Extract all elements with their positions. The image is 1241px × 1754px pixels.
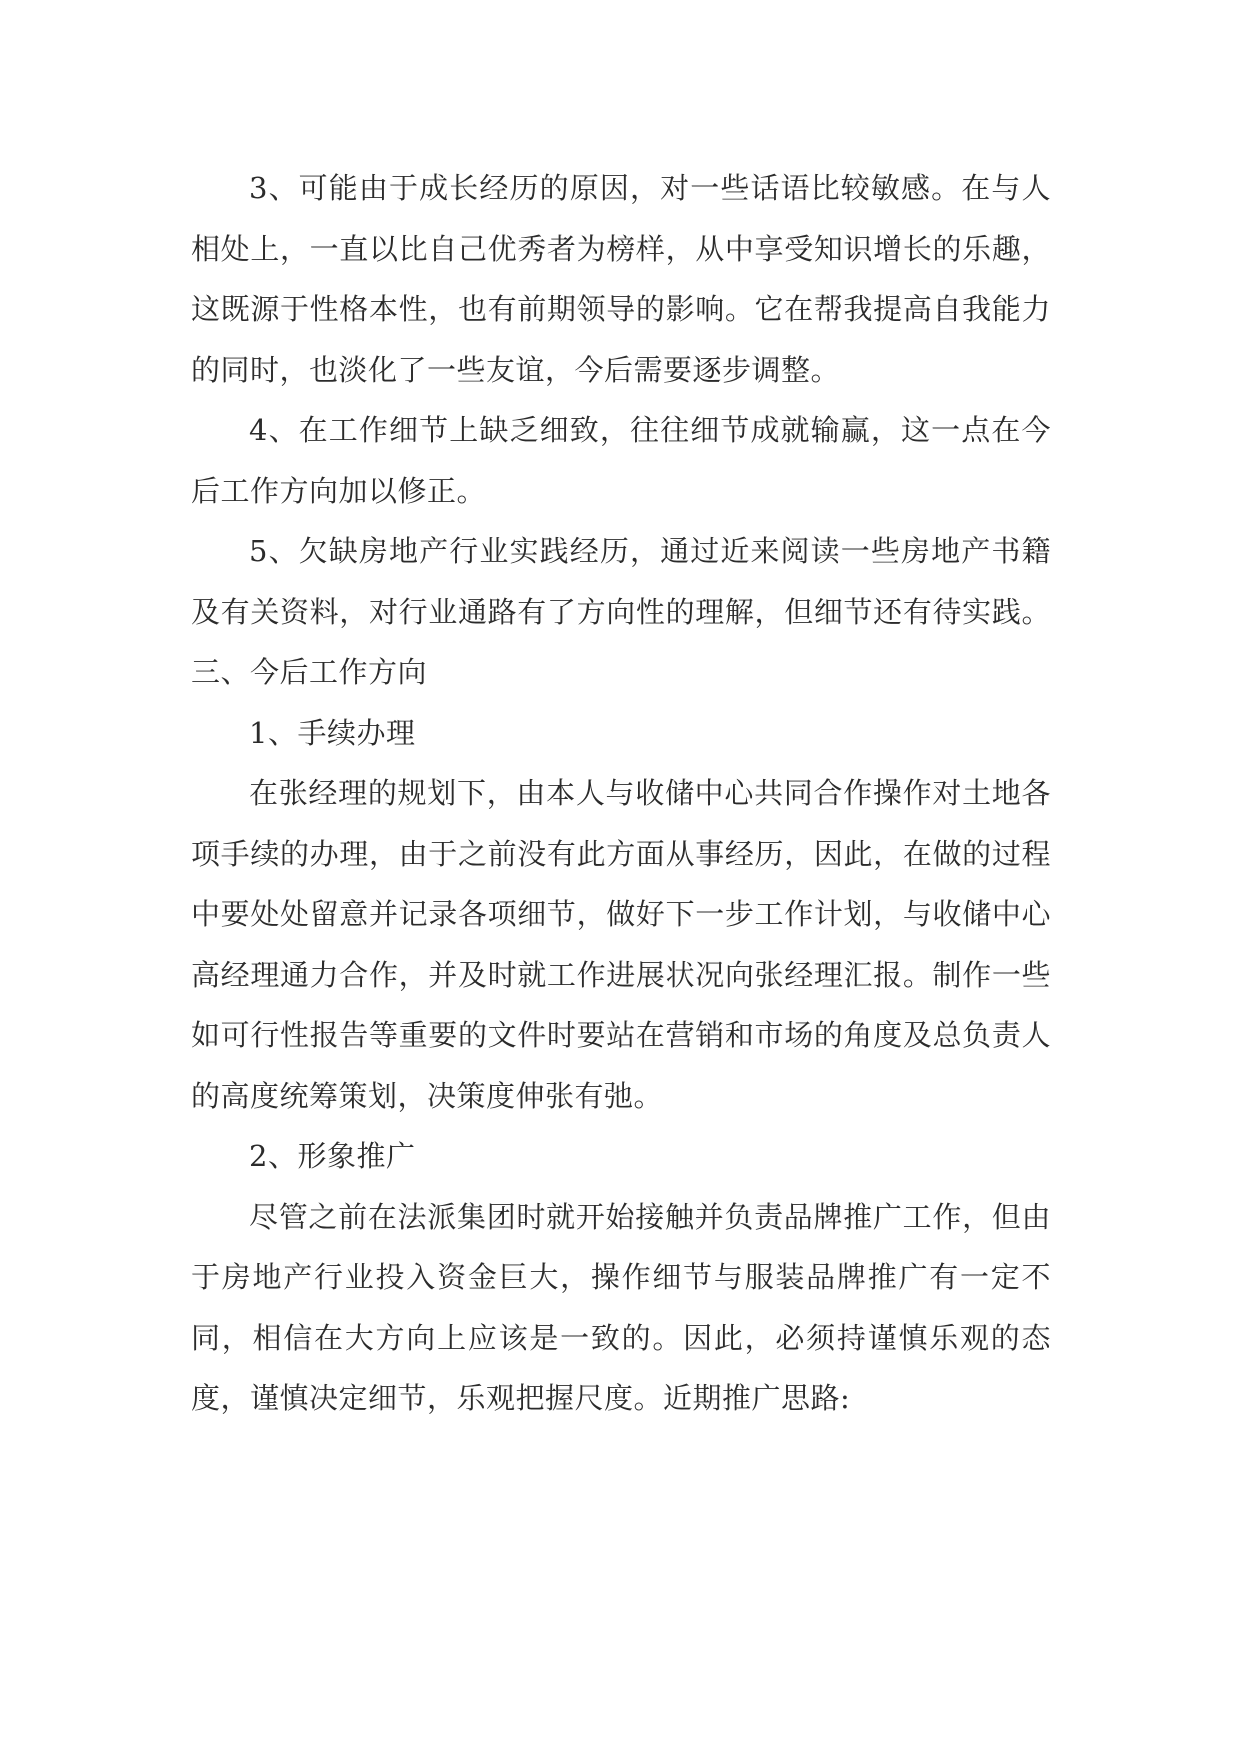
paragraph-point-3: 3、可能由于成长经历的原因，对一些话语比较敏感。在与人相处上，一直以比自己优秀者为榜样，从中享受知识增长的乐趣，这既源于性格本性，也有前期领导的影响。它在帮我提高自我能力的同时，也淡化了一些友谊，今后需要逐步调整。 [191,171,1051,387]
paragraph-point-5: 5、欠缺房地产行业实践经历，通过近来阅读一些房地产书籍及有关资料，对行业通路有了方向性的理解，但细节还有待实践。三、今后工作方向 [191,534,1051,689]
paragraph-procedures: 在张经理的规划下，由本人与收储中心共同合作操作对土地各项手续的办理，由于之前没有此方面从事经历，因此，在做的过程中要处处留意并记录各项细节，做好下一步工作计划，与收储中心高经理通力合作，并及时就工作进展状况向张经理汇报。制作一些如可行性报告等重要的文件时要站在营销和市场的角度及总负责人的高度统筹策划，决策度伸张有弛。 [191,776,1051,1113]
paragraph-point-4: 4、在工作细节上缺乏细致，往往细节成就输赢，这一点在今后工作方向加以修正。 [191,413,1051,508]
heading-procedures: 1、手续办理 [249,715,416,750]
document-body [191,158,1051,1429]
paragraph-image-promotion: 尽管之前在法派集团时就开始接触并负责品牌推广工作，但由于房地产行业投入资金巨大，操作细节与服装品牌推广有一定不同，相信在大方向上应该是一致的。因此，必须持谨慎乐观的态度，谨慎决定细节，乐观把握尺度。近期推广思路: [191,1199,1051,1415]
heading-image-promotion: 2、形象推广 [249,1139,416,1173]
